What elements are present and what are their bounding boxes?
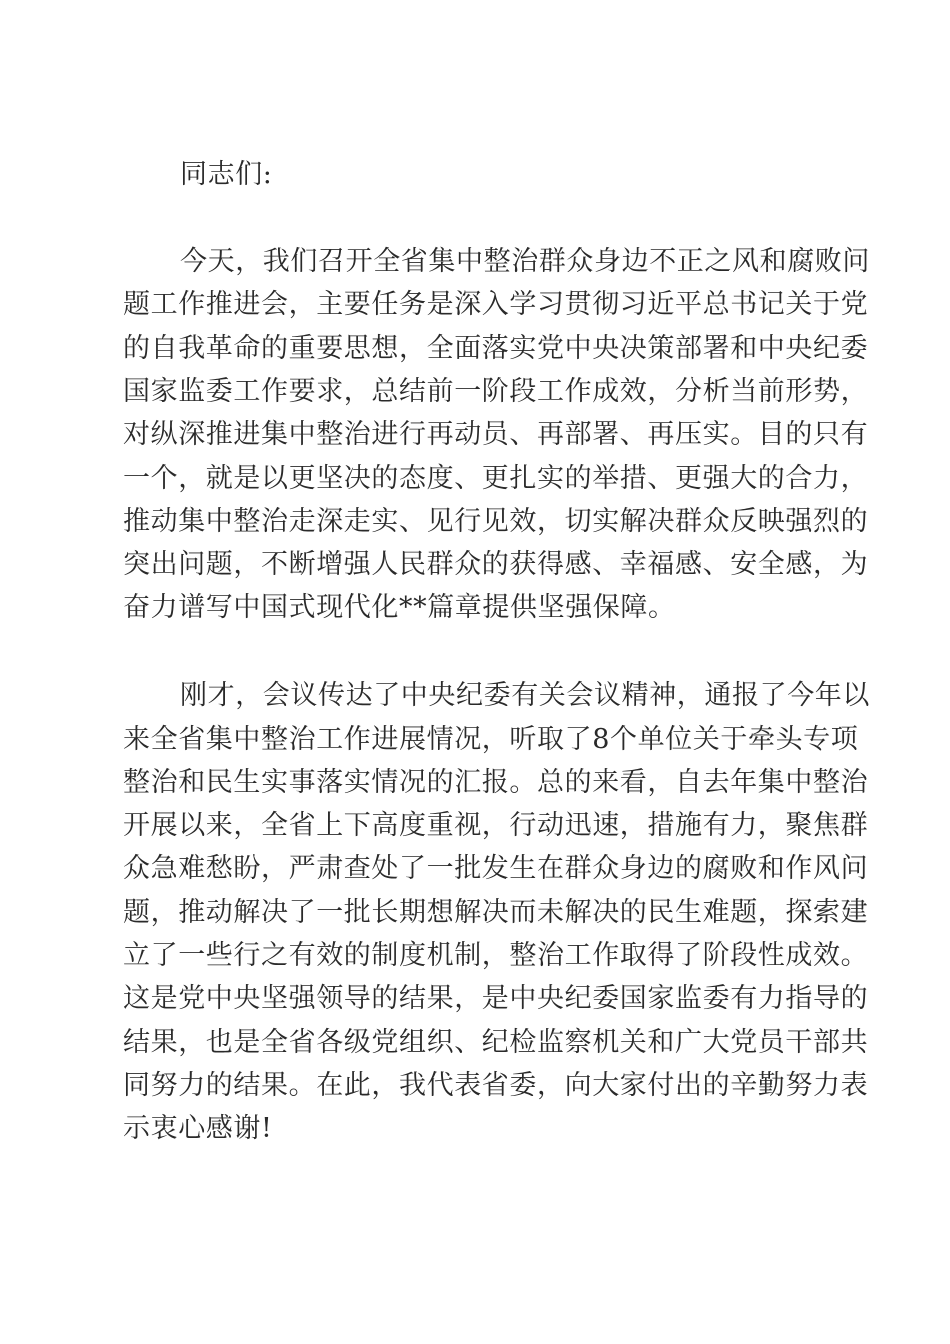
salutation: 同志们: bbox=[180, 159, 273, 190]
paragraph-line: 对纵深推进集中整治进行再动员、再部署、再压实。目的只有 bbox=[123, 419, 869, 450]
paragraph-line: 突出问题，不断增强人民群众的获得感、幸福感、安全感，为 bbox=[123, 549, 869, 580]
paragraph-line: 众急难愁盼，严肃查处了一批发生在群众身边的腐败和作风问 bbox=[123, 853, 869, 884]
paragraph-line: 一个，就是以更坚决的态度、更扎实的举措、更强大的合力， bbox=[123, 463, 869, 494]
paragraph-line: 开展以来，全省上下高度重视，行动迅速，措施有力，聚焦群 bbox=[123, 810, 869, 841]
paragraph-line: 国家监委工作要求，总结前一阶段工作成效，分析当前形势， bbox=[123, 376, 869, 407]
paragraph-line: 刚才，会议传达了中央纪委有关会议精神，通报了今年以 bbox=[180, 680, 870, 711]
paragraph-line: 的自我革命的重要思想，全面落实党中央决策部署和中央纪委 bbox=[123, 333, 869, 364]
paragraph-line: 推动集中整治走深走实、见行见效，切实解决群众反映强烈的 bbox=[123, 506, 869, 537]
paragraph-line: 题工作推进会，主要任务是深入学习贯彻习近平总书记关于党 bbox=[123, 289, 869, 320]
paragraph-line: 来全省集中整治工作进展情况，听取了8个单位关于牵头专项 bbox=[123, 724, 859, 755]
paragraph-line: 今天，我们召开全省集中整治群众身边不正之风和腐败问 bbox=[180, 246, 870, 277]
paragraph-line: 同努力的结果。在此，我代表省委，向大家付出的辛勤努力表 bbox=[123, 1070, 869, 1101]
paragraph-line: 示衷心感谢! bbox=[123, 1113, 273, 1144]
paragraph-line: 这是党中央坚强领导的结果，是中央纪委国家监委有力指导的 bbox=[123, 983, 869, 1014]
paragraph-line: 题，推动解决了一批长期想解决而未解决的民生难题，探索建 bbox=[123, 897, 869, 928]
paragraph-line: 奋力谱写中国式现代化**篇章提供坚强保障。 bbox=[123, 592, 676, 623]
paragraph-line: 结果，也是全省各级党组织、纪检监察机关和广大党员干部共 bbox=[123, 1027, 869, 1058]
paragraph-line: 整治和民生实事落实情况的汇报。总的来看，自去年集中整治 bbox=[123, 767, 869, 798]
paragraph-line: 立了一些行之有效的制度机制，整治工作取得了阶段性成效。 bbox=[123, 940, 869, 971]
